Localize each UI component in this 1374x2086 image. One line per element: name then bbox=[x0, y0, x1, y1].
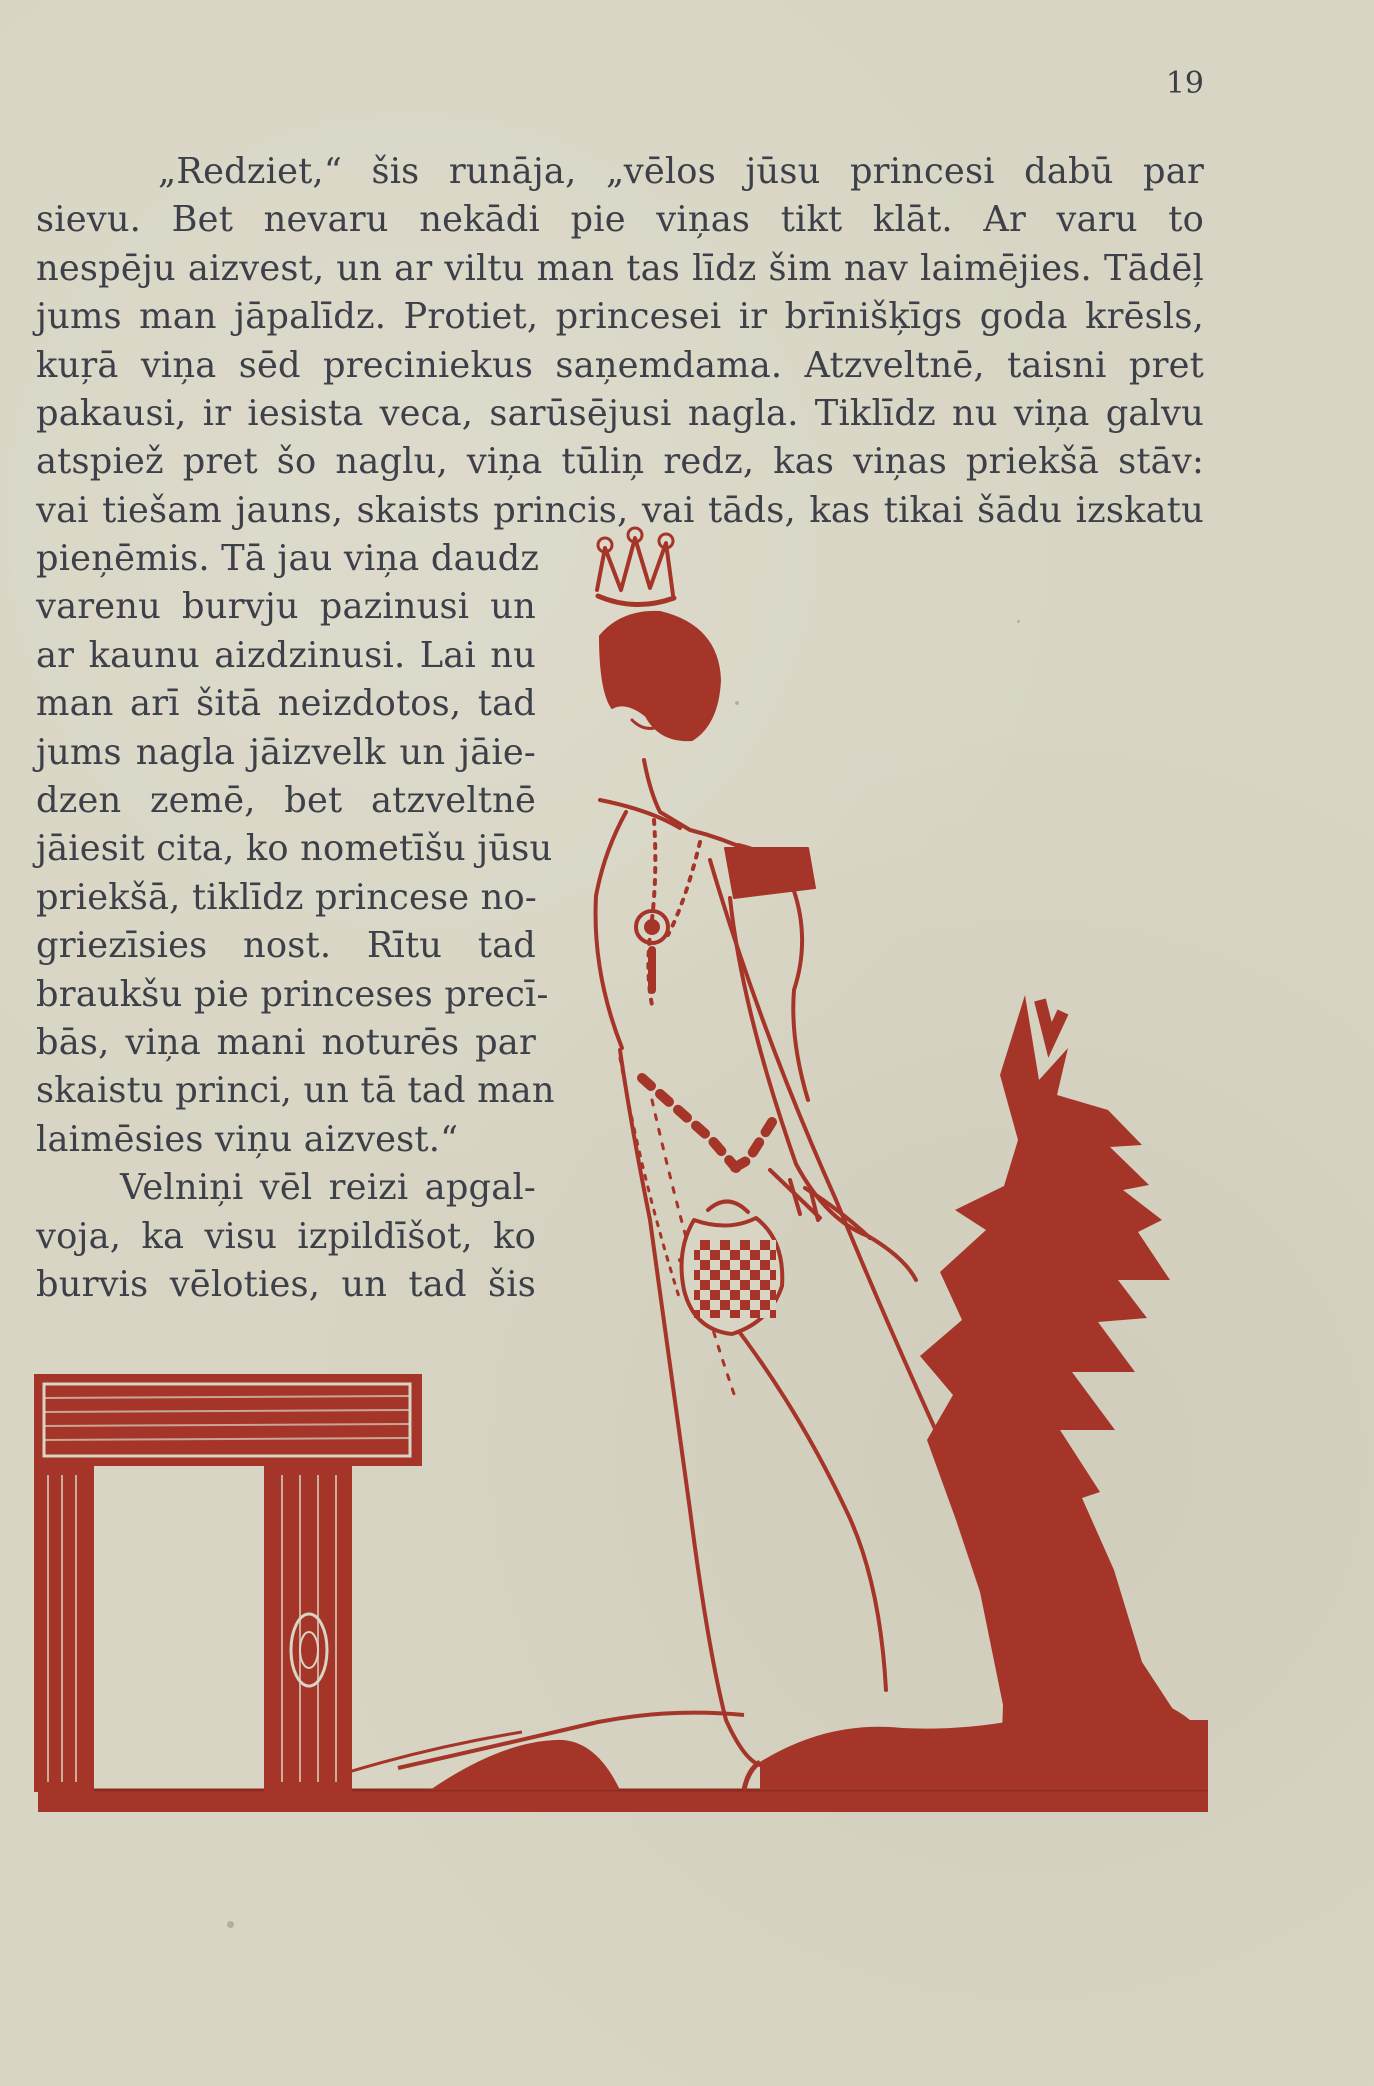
text-line: atspiež pret šo naglu, viņa tūliņ redz, kas viņas priekšā stāv: bbox=[36, 441, 1204, 483]
text-line: dzen zemē, bet atzveltnē bbox=[36, 780, 536, 822]
text-line: Velniņi vēl reizi apgal- bbox=[120, 1167, 536, 1209]
text-line: varenu burvju pazinusi un bbox=[36, 586, 536, 628]
wrapped-text-column bbox=[36, 535, 555, 1310]
text-line: sievu. Bet nevaru nekādi pie viņas tikt klāt. Ar varu to bbox=[36, 199, 1204, 241]
text-line: kuŗā viņa sēd preciniekus saņemdama. Atzveltnē, taisni pret bbox=[36, 344, 1204, 386]
page-number: 19 bbox=[1165, 66, 1204, 101]
ground-line bbox=[38, 1790, 1208, 1812]
text-line: vai tiešam jauns, skaists princis, vai tāds, kas tikai šādu izskatu bbox=[36, 489, 1204, 531]
text-line: pakausi, ir iesista veca, sarūsējusi nagla. Tiklīdz nu viņa galvu bbox=[36, 393, 1204, 435]
text-line: bās, viņa mani noturēs par bbox=[36, 1022, 536, 1064]
text-line: skaistu princi, un tā tad man bbox=[36, 1070, 555, 1112]
text-line: voja, ka visu izpildīšot, ko bbox=[36, 1215, 536, 1257]
text-line: jums nagla jāizvelk un jāie- bbox=[36, 731, 536, 773]
text-line: priekšā, tiklīdz princese no- bbox=[36, 876, 538, 918]
text-line: nespēju aizvest, un ar viltu man tas līdz šim nav laimējies. Tādēļ bbox=[36, 247, 1204, 289]
text-line: „Redziet,“ šis runāja, „vēlos jūsu princesi dabū par bbox=[158, 151, 1204, 192]
princess-figure bbox=[596, 528, 1176, 1765]
text-line: laimēsies viņu aizvest.“ bbox=[36, 1118, 459, 1160]
text-line: griezīsies nost. Rītu tad bbox=[36, 925, 536, 967]
paper-speck bbox=[1017, 620, 1020, 623]
tree bbox=[920, 995, 1208, 1790]
text-line: pieņēmis. Tā jau viņa daudz bbox=[36, 538, 540, 579]
paper-speck bbox=[227, 1921, 234, 1928]
text-line: jums man jāpalīdz. Protiet, princesei ir brīnišķīgs goda krēsls, bbox=[36, 296, 1204, 338]
text-line: braukšu pie princeses precī- bbox=[36, 973, 549, 1015]
full-width-paragraph bbox=[36, 148, 1204, 535]
paper-speck bbox=[735, 701, 739, 705]
text-line: jāiesit cita, ko nometīšu jūsu bbox=[36, 828, 553, 870]
text-line: burvis vēloties, un tad šis bbox=[36, 1264, 536, 1306]
text-line: man arī šitā neizdotos, tad bbox=[36, 683, 536, 725]
text-line: ar kaunu aizdzinusi. Lai nu bbox=[36, 634, 536, 676]
princess-fur-hem bbox=[342, 1696, 1190, 1790]
stool bbox=[34, 1374, 422, 1792]
